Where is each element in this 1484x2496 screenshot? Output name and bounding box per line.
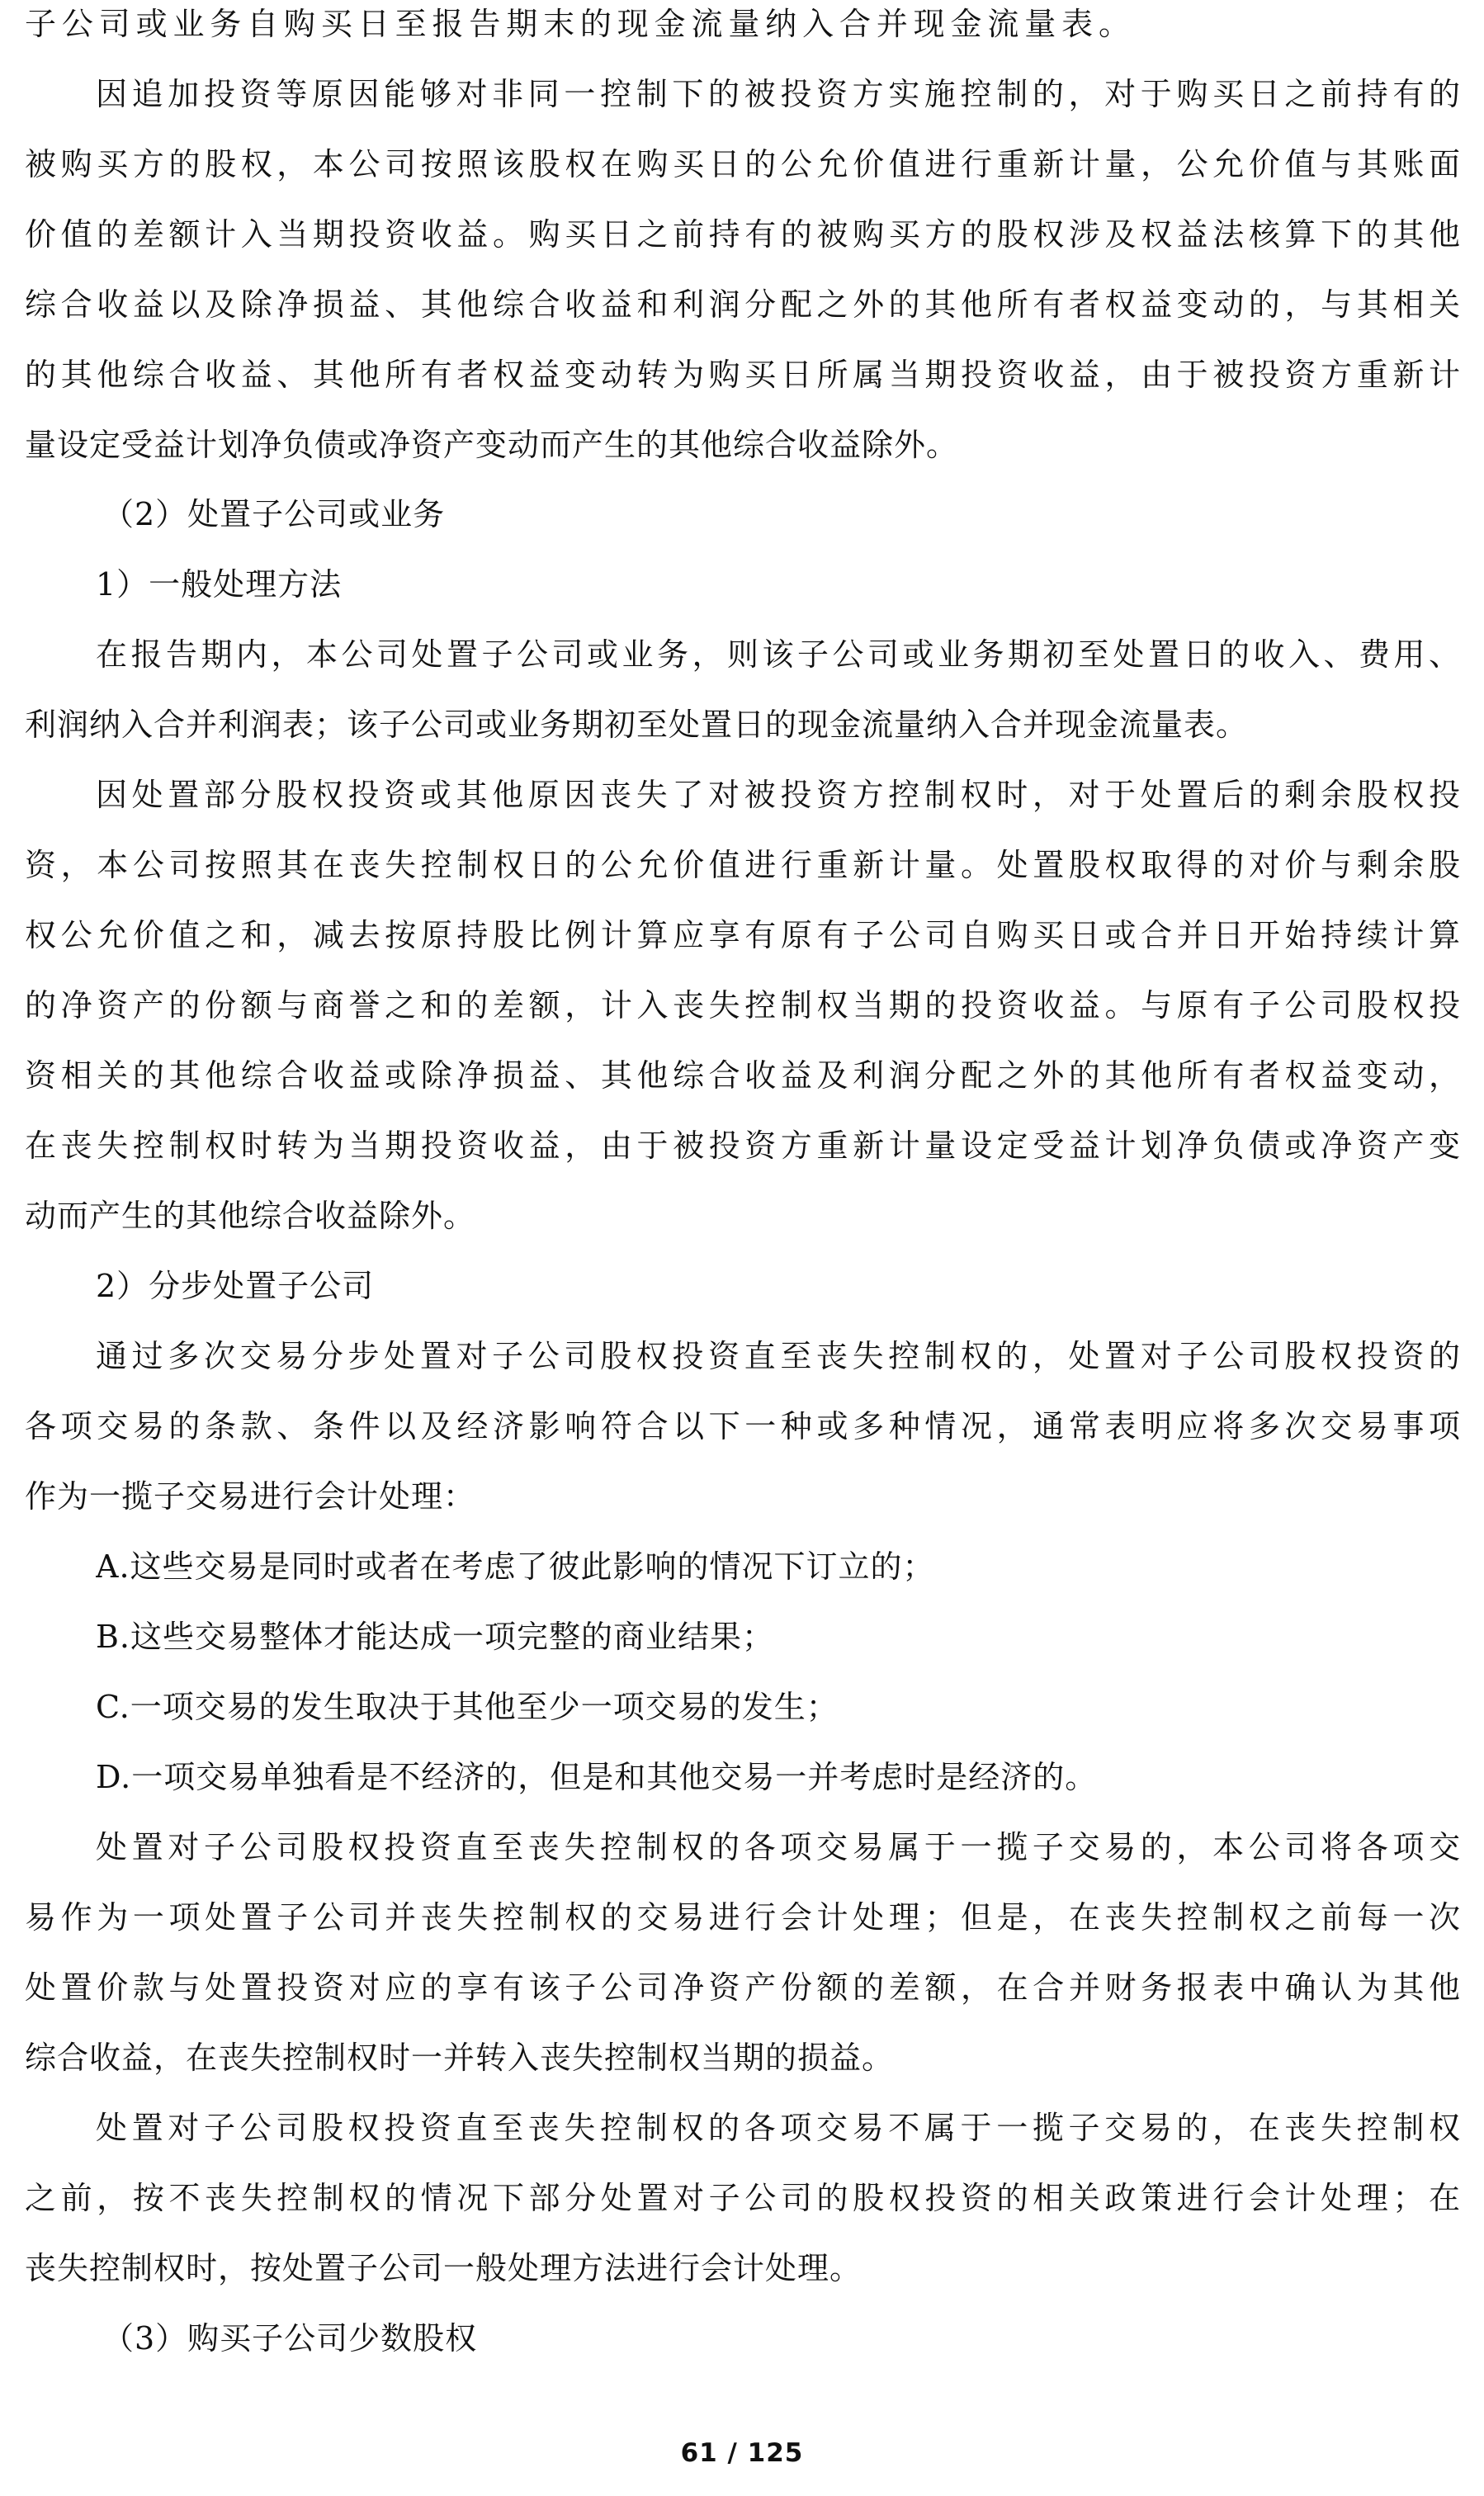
paragraph-line: 资，本公司按照其在丧失控制权日的公允价值进行重新计量。处置股权取得的对价与剩余股 xyxy=(25,847,1461,883)
list-item: D.一项交易单独看是不经济的，但是和其他交易一并考虑时是经济的。 xyxy=(96,1759,1098,1795)
paragraph-line: 因处置部分股权投资或其他原因丧失了对被投资方控制权时，对于处置后的剩余股权投 xyxy=(96,777,1461,813)
list-item: A.这些交易是同时或者在考虑了彼此影响的情况下订立的； xyxy=(96,1548,935,1585)
subsection-heading: 2）分步处置子公司 xyxy=(96,1268,375,1304)
paragraph-line: 资相关的其他综合收益或除净损益、其他综合收益及利润分配之外的其他所有者权益变动， xyxy=(25,1057,1461,1094)
paragraph-line: 的其他综合收益、其他所有者权益变动转为购买日所属当期投资收益，由于被投资方重新计 xyxy=(25,357,1461,393)
paragraph-line: 价值的差额计入当期投资收益。购买日之前持有的被购买方的股权涉及权益法核算下的其他 xyxy=(25,216,1461,253)
paragraph-line: 通过多次交易分步处置对子公司股权投资直至丧失控制权的，处置对子公司股权投资的 xyxy=(96,1338,1461,1374)
paragraph-line: 动而产生的其他综合收益除外。 xyxy=(25,1198,476,1234)
paragraph-line: 利润纳入合并利润表；该子公司或业务期初至处置日的现金流量纳入合并现金流量表。 xyxy=(25,707,1249,743)
paragraph-line: 处置对子公司股权投资直至丧失控制权的各项交易不属于一揽子交易的，在丧失控制权 xyxy=(96,2110,1461,2146)
paragraph-line: 的净资产的份额与商誉之和的差额，计入丧失控制权当期的投资收益。与原有子公司股权投 xyxy=(25,987,1461,1023)
paragraph-line: 作为一揽子交易进行会计处理： xyxy=(25,1478,476,1515)
paragraph-line: 易作为一项处置子公司并丧失控制权的交易进行会计处理；但是，在丧失控制权之前每一次 xyxy=(25,1899,1461,1936)
list-item: B.这些交易整体才能达成一项完整的商业结果； xyxy=(96,1619,775,1655)
paragraph-line: 综合收益以及除净损益、其他综合收益和利润分配之外的其他所有者权益变动的，与其相关 xyxy=(25,286,1461,323)
paragraph-line: 量设定受益计划净负债或净资产变动而产生的其他综合收益除外。 xyxy=(25,427,959,463)
subsection-heading: 1）一般处理方法 xyxy=(96,566,343,603)
paragraph-line: 在报告期内，本公司处置子公司或业务，则该子公司或业务期初至处置日的收入、费用、 xyxy=(96,636,1461,673)
paragraph-line: 因追加投资等原因能够对非同一控制下的被投资方实施控制的，对于购买日之前持有的 xyxy=(96,76,1461,112)
paragraph-line: 各项交易的条款、条件以及经济影响符合以下一种或多种情况，通常表明应将多次交易事项 xyxy=(25,1408,1461,1444)
paragraph-line: 之前，按不丧失控制权的情况下部分处置对子公司的股权投资的相关政策进行会计处理；在 xyxy=(25,2180,1461,2216)
section-heading: （3）购买子公司少数股权 xyxy=(102,2320,478,2357)
paragraph-line: 综合收益，在丧失控制权时一并转入丧失控制权当期的损益。 xyxy=(25,2040,895,2076)
page-number: 61 / 125 xyxy=(680,2438,804,2468)
paragraph-line: 权公允价值之和，减去按原持股比例计算应享有原有子公司自购买日或合并日开始持续计算 xyxy=(25,917,1461,953)
paragraph-line: 处置价款与处置投资对应的享有该子公司净资产份额的差额，在合并财务报表中确认为其他 xyxy=(25,1969,1461,2006)
list-item: C.一项交易的发生取决于其他至少一项交易的发生； xyxy=(96,1689,839,1725)
paragraph-line: 在丧失控制权时转为当期投资收益，由于被投资方重新计量设定受益计划净负债或净资产变 xyxy=(25,1127,1461,1164)
paragraph-line: 处置对子公司股权投资直至丧失控制权的各项交易属于一揽子交易的，本公司将各项交 xyxy=(96,1829,1461,1865)
paragraph-line: 丧失控制权时，按处置子公司一般处理方法进行会计处理。 xyxy=(25,2250,863,2286)
paragraph-line: 被购买方的股权，本公司按照该股权在购买日的公允价值进行重新计量，公允价值与其账面 xyxy=(25,146,1461,182)
section-heading: （2）处置子公司或业务 xyxy=(102,496,446,532)
paragraph-line: 子公司或业务自购买日至报告期末的现金流量纳入合并现金流量表。 xyxy=(25,6,1131,42)
